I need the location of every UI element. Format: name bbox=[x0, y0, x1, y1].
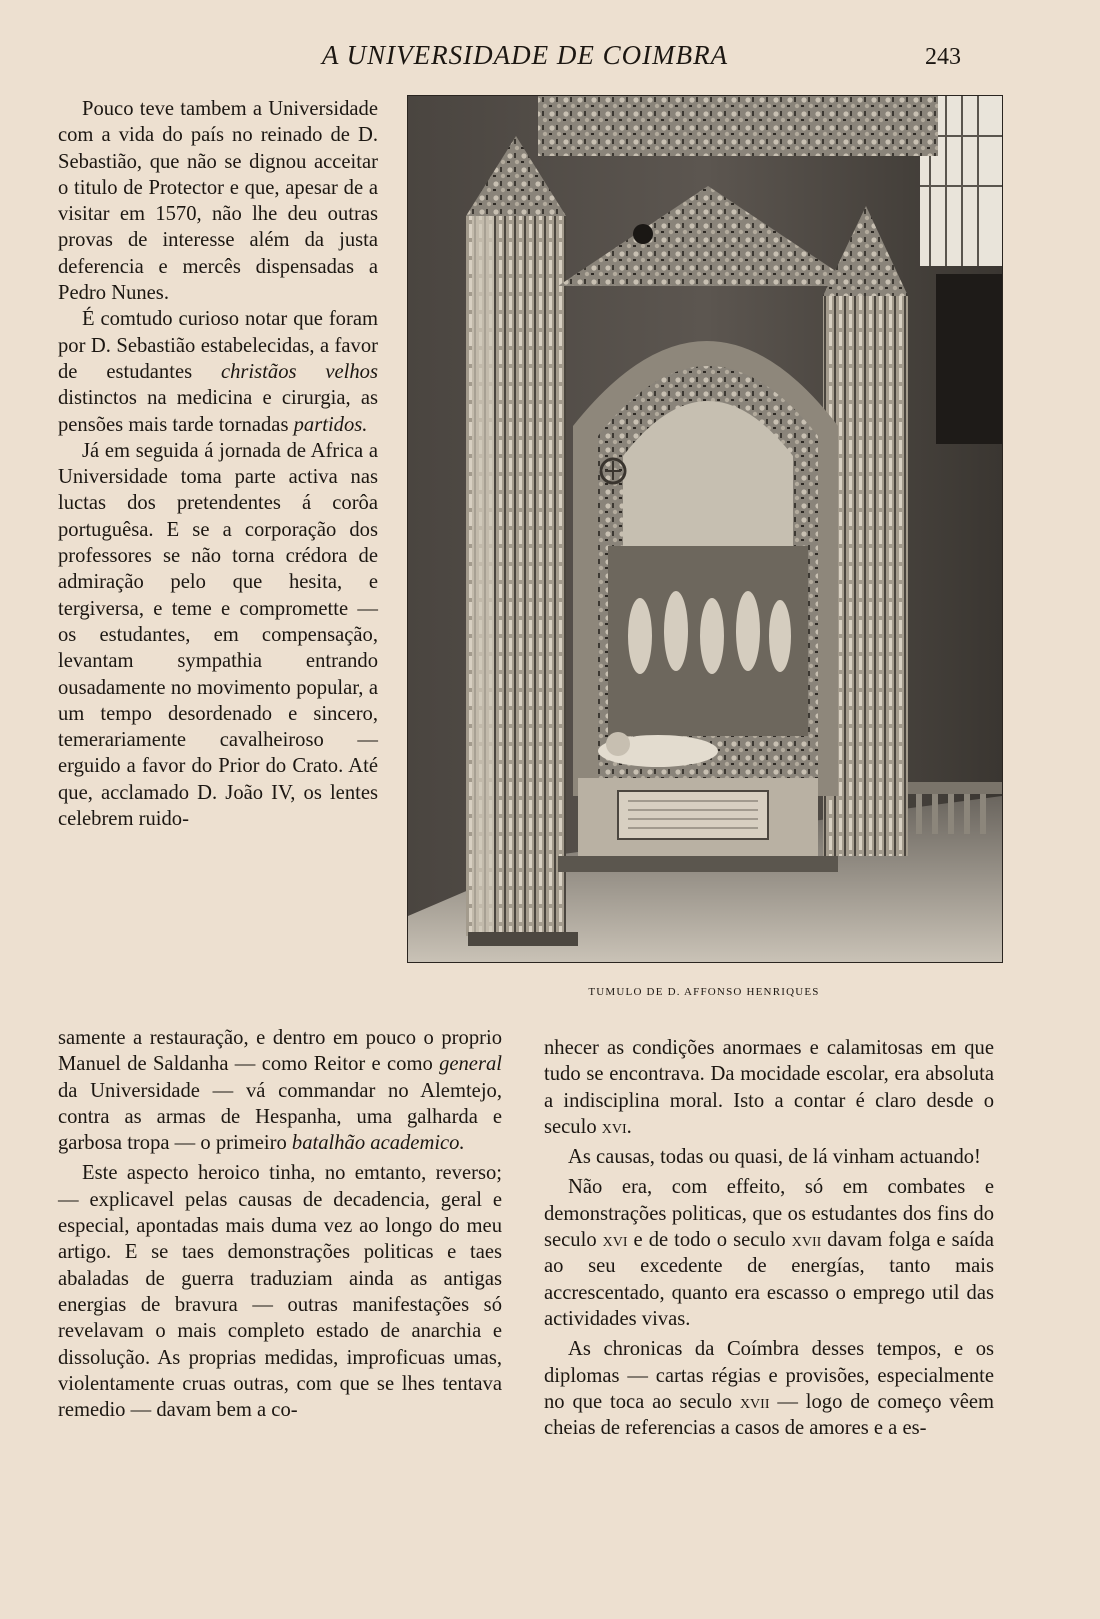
italic-term: batalhão academico. bbox=[291, 1132, 465, 1155]
italic-term: christãos velhos bbox=[220, 360, 378, 383]
running-header-title: A UNIVERSIDADE DE COIMBRA bbox=[321, 40, 729, 70]
paragraph-condicoes: nhecer as condições anormaes e calamitosas em que tudo se encontrava. Da mocidade escolar, era absoluta a indisciplina moral. Isto a contar é claro desde o seculo xvi. bbox=[544, 1037, 994, 1138]
paragraph-restauracao: samente a restauração, e dentro em pouco o proprio Manuel de Saldanha — como Reitor e como general da Universidade — vá commandar no Alemtejo, contra as armas de Hespanha, uma galharda e garbosa tropa — o primeiro batalhão academico. bbox=[58, 1027, 502, 1155]
italic-term: partidos. bbox=[293, 413, 368, 436]
paragraph-pensoes: É comtudo curioso notar que foram por D. Sebastião estabelecidas, a favor de estudantes christãos velhos distinctos na medicina e cirurgia, as pensões mais tarde tornadas partidos. bbox=[58, 308, 378, 436]
right-column bbox=[544, 1035, 994, 1441]
italic-term: general bbox=[439, 1053, 502, 1076]
left-column-lower bbox=[58, 1025, 502, 1423]
paragraph-aspecto-heroico: Este aspecto heroico tinha, no emtanto, reverso; — explicavel pelas causas de decadencia, geral e especial, apontadas mais duma vez ao longo do meu artigo. E se taes demonstrações politicas e taes abaladas de guerra traduziam ainda as antigas energias de bravura — outras manifestações só revelavam o mais completo estado de anarchia e dissolução. As proprias medidas, improficuas umas, violentamente cruas outras, com que se lhes tentava remedio — davam bem a co- bbox=[58, 1162, 502, 1422]
page-number: 243 bbox=[925, 44, 961, 70]
paragraph-combates: Não era, com effeito, só em combates e demonstrações politicas, que os estudantes dos fins do seculo xvi e de todo o seculo xvii davam folga e saída ao seu excedente de energías, tanto mais accrescentado, quanto era escasso o emprego util das actividades vivas. bbox=[544, 1176, 994, 1330]
paragraph-causas: As causas, todas ou quasi, de lá vinham actuando! bbox=[568, 1146, 981, 1169]
left-column-upper bbox=[58, 96, 378, 832]
paragraph-sebastiao: Pouco teve tambem a Universidade com a vida do país no reinado de D. Sebastião, que não se dignou acceitar o titulo de Protector e que, apesar de a visitar em 1570, não lhe deu outras provas de interesse além da justa deferencia e mercês dispensadas a Pedro Nunes. bbox=[58, 98, 378, 305]
tomb-engraving-image bbox=[408, 96, 1002, 962]
paragraph-chronicas: As chronicas da Coímbra desses tempos, e os diplomas — cartas régias e provisões, especialmente no que toca ao seculo xvii — logo de começo vêem cheias de referencias a casos de amores e a es- bbox=[544, 1338, 995, 1440]
paragraph-jornada-africa: Já em seguida á jornada de Africa a Universidade toma parte activa nas luctas dos pretendentes á corôa portuguêsa. E se a corporação dos professores se não torna crédora de admiração pelo que hesita, e tergiversa, e teme e compromette — os estudantes, em compensação, levantam sympathia entrando ousadamente no movimento popular, a um tempo desordenado e sincero, temerariamente cavalheiroso — erguido a favor do Prior do Crato. Até que, acclamado D. João IV, os lentes celebrem ruido- bbox=[58, 439, 378, 831]
tomb-photograph bbox=[407, 95, 1003, 963]
figure-caption: TUMULO DE D. AFFONSO HENRIQUES bbox=[588, 986, 820, 998]
